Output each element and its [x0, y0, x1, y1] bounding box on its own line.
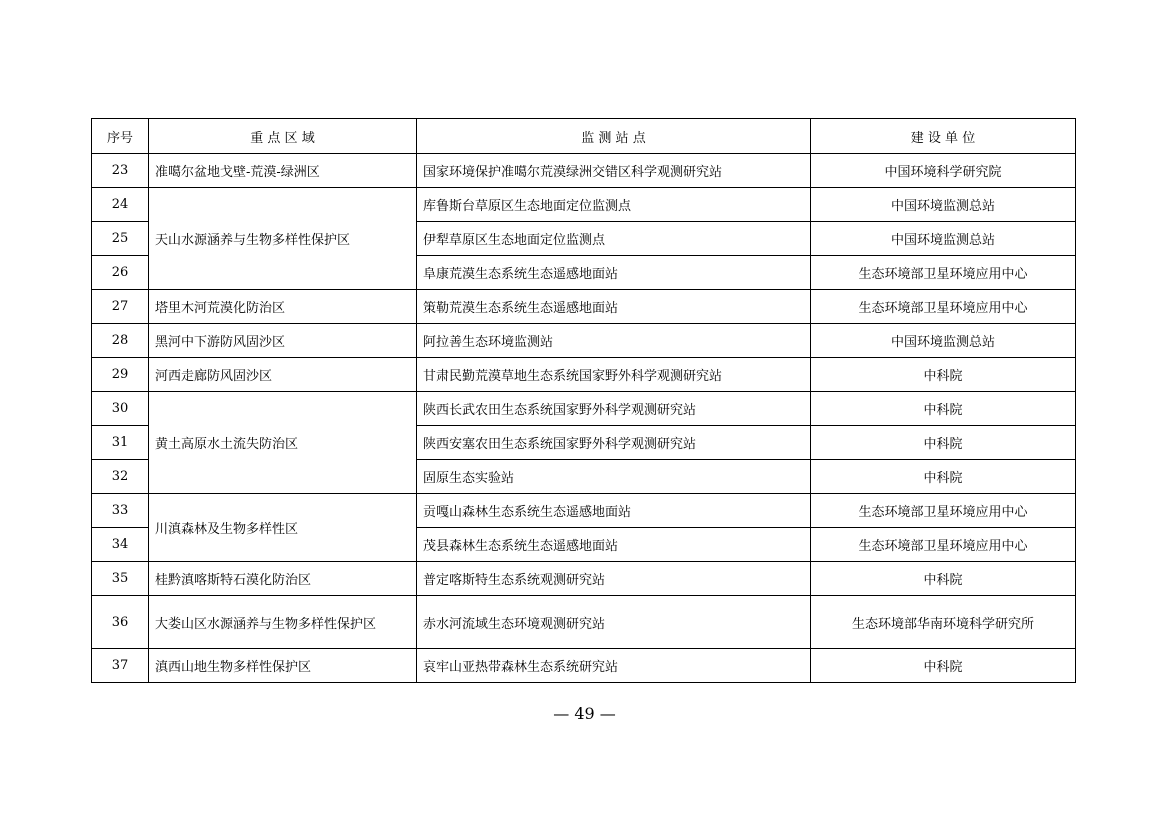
cell-no: 37	[92, 649, 149, 683]
cell-no: 23	[92, 154, 149, 188]
cell-unit: 中国环境科学研究院	[811, 154, 1076, 188]
monitoring-stations-table	[91, 118, 1076, 683]
cell-unit: 生态环境部卫星环境应用中心	[811, 528, 1076, 562]
cell-station: 甘肃民勤荒漠草地生态系统国家野外科学观测研究站	[417, 358, 811, 392]
cell-unit: 中国环境监测总站	[811, 324, 1076, 358]
cell-no: 32	[92, 460, 149, 494]
cell-unit: 中科院	[811, 649, 1076, 683]
table-row	[92, 154, 1076, 188]
cell-no: 27	[92, 290, 149, 324]
cell-unit: 中科院	[811, 358, 1076, 392]
cell-station: 茂县森林生态系统生态遥感地面站	[417, 528, 811, 562]
cell-region: 准噶尔盆地戈壁-荒漠-绿洲区	[149, 154, 417, 188]
cell-region: 川滇森林及生物多样性区	[149, 494, 417, 562]
header-station: 监 测 站 点	[417, 119, 811, 154]
cell-station: 陕西长武农田生态系统国家野外科学观测研究站	[417, 392, 811, 426]
cell-unit: 中国环境监测总站	[811, 188, 1076, 222]
cell-unit: 中科院	[811, 426, 1076, 460]
cell-station: 伊犁草原区生态地面定位监测点	[417, 222, 811, 256]
cell-station: 阜康荒漠生态系统生态遥感地面站	[417, 256, 811, 290]
table-row	[92, 649, 1076, 683]
cell-region: 桂黔滇喀斯特石漠化防治区	[149, 562, 417, 596]
table-row	[92, 392, 1076, 426]
cell-unit: 中国环境监测总站	[811, 222, 1076, 256]
table-header-row	[92, 119, 1076, 154]
cell-station: 策勒荒漠生态系统生态遥感地面站	[417, 290, 811, 324]
cell-unit: 中科院	[811, 562, 1076, 596]
cell-station: 国家环境保护准噶尔荒漠绿洲交错区科学观测研究站	[417, 154, 811, 188]
cell-no: 29	[92, 358, 149, 392]
cell-region: 滇西山地生物多样性保护区	[149, 649, 417, 683]
cell-station: 贡嘎山森林生态系统生态遥感地面站	[417, 494, 811, 528]
cell-region: 黑河中下游防风固沙区	[149, 324, 417, 358]
cell-no: 30	[92, 392, 149, 426]
cell-no: 34	[92, 528, 149, 562]
cell-station: 陕西安塞农田生态系统国家野外科学观测研究站	[417, 426, 811, 460]
table-row	[92, 596, 1076, 649]
cell-station: 阿拉善生态环境监测站	[417, 324, 811, 358]
cell-station: 哀牢山亚热带森林生态系统研究站	[417, 649, 811, 683]
cell-station: 库鲁斯台草原区生态地面定位监测点	[417, 188, 811, 222]
cell-station: 赤水河流域生态环境观测研究站	[417, 596, 811, 649]
cell-unit: 中科院	[811, 460, 1076, 494]
cell-no: 35	[92, 562, 149, 596]
header-no: 序号	[92, 119, 149, 154]
header-region: 重 点 区 域	[149, 119, 417, 154]
cell-no: 25	[92, 222, 149, 256]
cell-unit: 生态环境部华南环境科学研究所	[811, 596, 1076, 649]
cell-no: 36	[92, 596, 149, 649]
cell-no: 28	[92, 324, 149, 358]
cell-region: 塔里木河荒漠化防治区	[149, 290, 417, 324]
table-row	[92, 188, 1076, 222]
cell-region: 黄土高原水土流失防治区	[149, 392, 417, 494]
cell-no: 31	[92, 426, 149, 460]
cell-unit: 生态环境部卫星环境应用中心	[811, 494, 1076, 528]
cell-region: 天山水源涵养与生物多样性保护区	[149, 188, 417, 290]
table-row	[92, 562, 1076, 596]
cell-region: 河西走廊防风固沙区	[149, 358, 417, 392]
cell-no: 26	[92, 256, 149, 290]
cell-unit: 中科院	[811, 392, 1076, 426]
cell-station: 普定喀斯特生态系统观测研究站	[417, 562, 811, 596]
cell-station: 固原生态实验站	[417, 460, 811, 494]
cell-unit: 生态环境部卫星环境应用中心	[811, 256, 1076, 290]
cell-no: 24	[92, 188, 149, 222]
table-row	[92, 358, 1076, 392]
table-row	[92, 494, 1076, 528]
table-row	[92, 290, 1076, 324]
header-unit: 建 设 单 位	[811, 119, 1076, 154]
cell-no: 33	[92, 494, 149, 528]
table-row	[92, 324, 1076, 358]
page-number: — 49 —	[553, 704, 616, 723]
cell-region: 大娄山区水源涵养与生物多样性保护区	[149, 596, 417, 649]
cell-unit: 生态环境部卫星环境应用中心	[811, 290, 1076, 324]
